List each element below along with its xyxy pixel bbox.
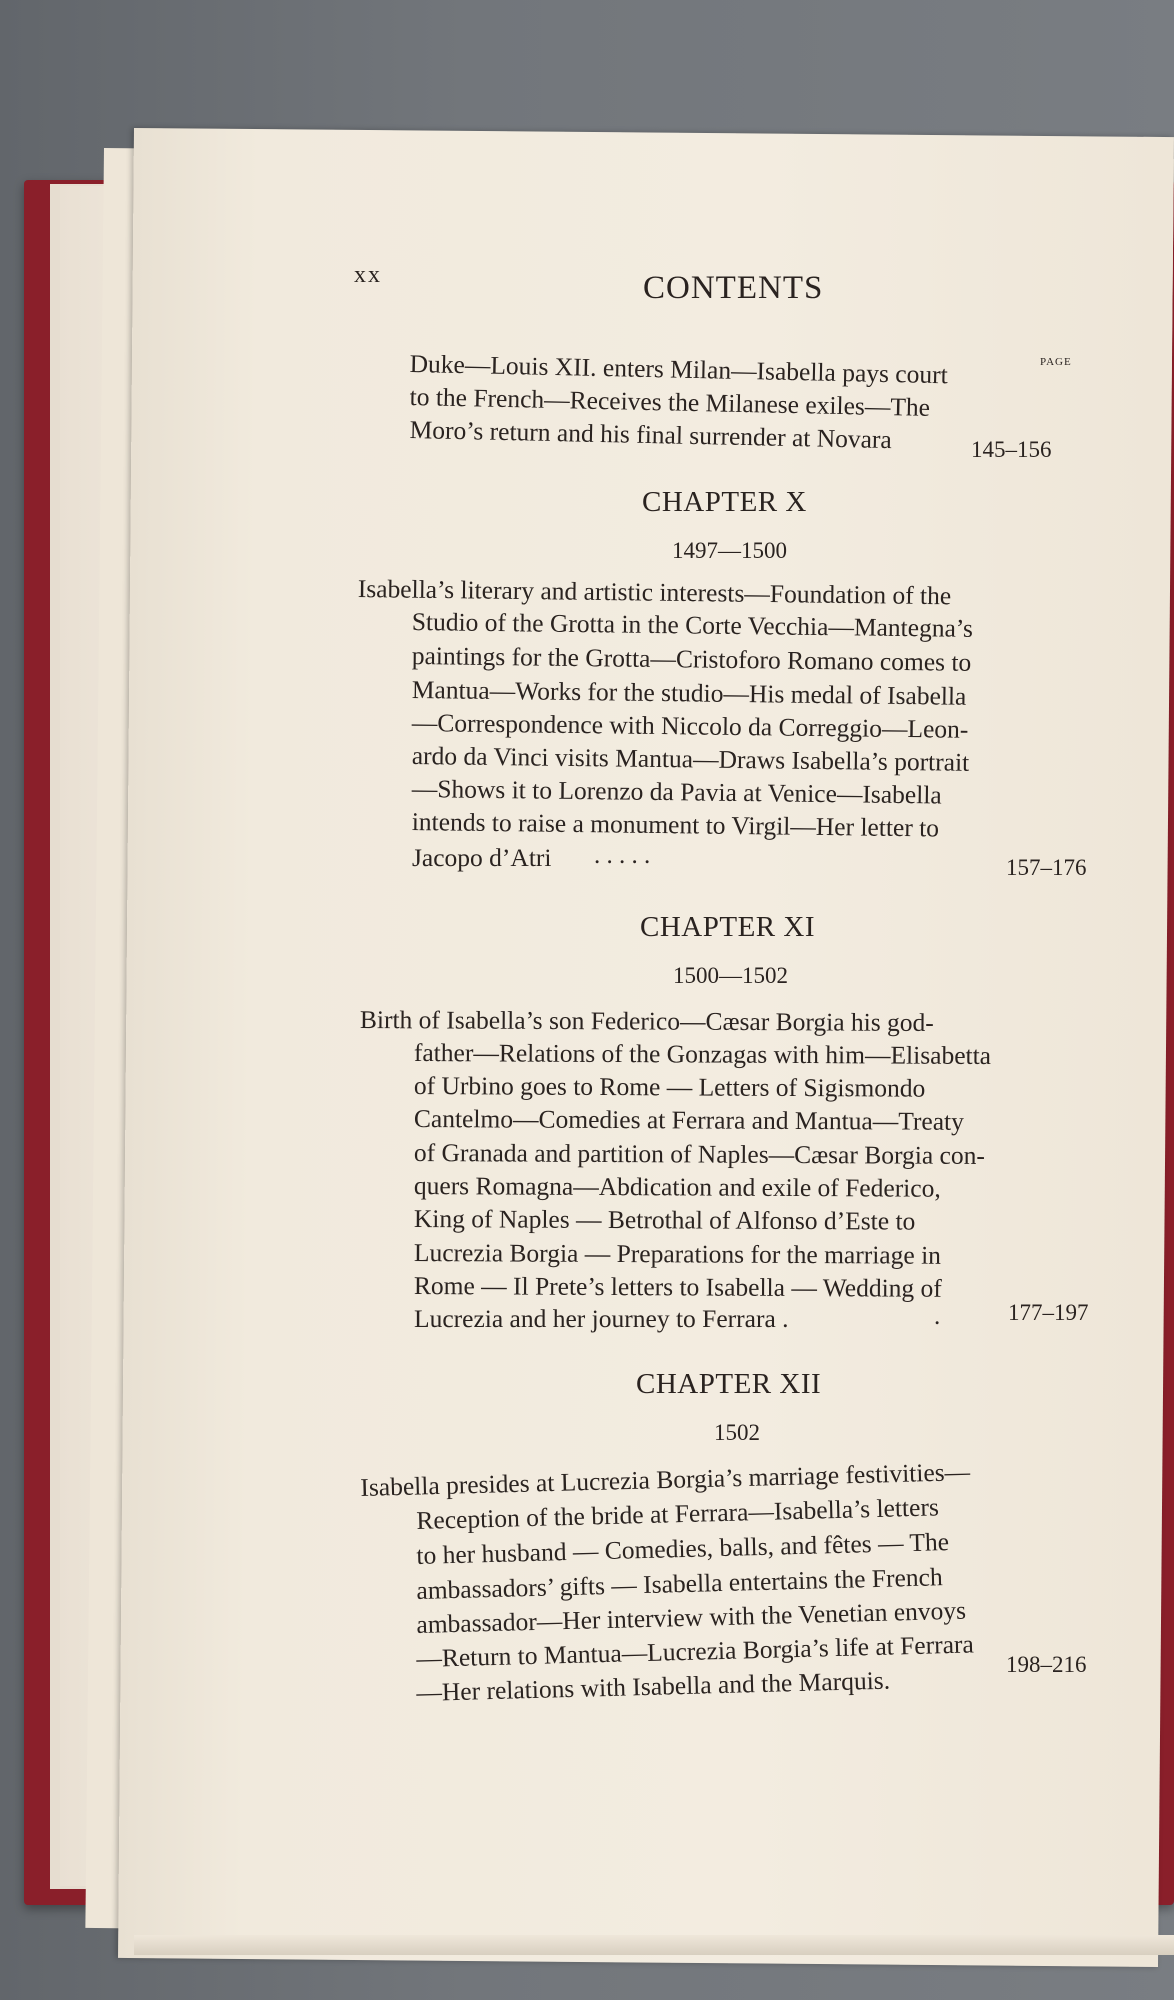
chapter-summary-line: Mantua—Works for the studio—His medal of Isabella xyxy=(411,674,967,711)
chapter-pages: 177–197 xyxy=(1008,1300,1089,1325)
chapter-summary-line: Birth of Isabella’s son Federico—Cæsar Borgia his god- xyxy=(359,1005,934,1038)
page-title: CONTENTS xyxy=(643,270,824,306)
chapter-summary-line: intends to raise a monument to Virgil—Her letter to xyxy=(411,806,940,843)
chapter-summary-line: Reception of the bride at Ferrara—Isabella’s letters xyxy=(416,1492,940,1535)
chapter-summary-line: of Granada and partition of Naples—Cæsar Borgia con- xyxy=(413,1138,985,1170)
chapter-summary-line: paintings for the Grotta—Cristoforo Romano comes to xyxy=(411,640,972,677)
chapter-years: 1502 xyxy=(714,1420,760,1445)
chapter-summary-line: to her husband — Comedies, balls, and fêtes — The xyxy=(416,1527,950,1570)
chapter-pages: 157–176 xyxy=(1006,855,1087,880)
chapter-years: 1500—1502 xyxy=(673,963,788,988)
leader-dots: . xyxy=(934,1303,941,1330)
chapter-summary-line: —Shows it to Lorenzo da Pavia at Venice—Isabella xyxy=(411,773,942,810)
intro-line: Duke—Louis XII. enters Milan—Isabella pays court xyxy=(409,348,949,390)
chapter-summary-line: Lucrezia and her journey to Ferrara . xyxy=(414,1304,789,1333)
chapter-summary-line: Cantelmo—Comedies at Ferrara and Mantua—Treaty xyxy=(413,1104,965,1136)
chapter-summary-line: King of Naples — Betrothal of Alfonso d’Este to xyxy=(413,1204,916,1236)
chapter-heading: CHAPTER XII xyxy=(636,1368,822,1400)
page-column-label: PAGE xyxy=(1040,356,1072,368)
chapter-summary-line: Lucrezia Borgia — Preparations for the marriage in xyxy=(413,1238,942,1270)
chapter-summary-line: of Urbino goes to Rome — Letters of Sigismondo xyxy=(413,1071,926,1103)
page-bottom-edge xyxy=(134,1935,1174,1955)
chapter-summary-line: ardo da Vinci visits Mantua—Draws Isabella’s portrait xyxy=(411,740,970,777)
chapter-summary-line: —Correspondence with Niccolo da Correggio—Leon- xyxy=(411,707,969,744)
intro-pages: 145–156 xyxy=(971,437,1052,462)
chapter-summary-line: Rome — Il Prete’s letters to Isabella — Wedding of xyxy=(413,1271,942,1303)
chapter-heading: CHAPTER X xyxy=(642,486,807,518)
leader-dots: . . . . . xyxy=(594,842,651,869)
chapter-summary-line: Isabella presides at Lucrezia Borgia’s marriage festivities— xyxy=(360,1457,971,1502)
chapter-summary-line: ambassadors’ gifts — Isabella entertains the French xyxy=(416,1562,943,1605)
chapter-heading: CHAPTER XI xyxy=(640,911,815,943)
chapter-summary-line: quers Romagna—Abdication and exile of Federico, xyxy=(413,1171,941,1203)
chapter-summary-line: Studio of the Grotta in the Corte Vecchia—Mantegna’s xyxy=(411,606,974,643)
chapter-summary-line: ambassador—Her interview with the Venetian envoys xyxy=(416,1595,967,1639)
chapter-pages: 198–216 xyxy=(1006,1652,1087,1677)
intro-line: Moro’s return and his final surrender at Novara xyxy=(409,414,893,455)
chapter-years: 1497—1500 xyxy=(672,538,787,563)
chapter-summary-line: —Return to Mantua—Lucrezia Borgia’s life at Ferrara xyxy=(416,1629,975,1673)
chapter-summary-line: Jacopo d’Atri xyxy=(412,843,552,872)
chapter-summary-line: father—Relations of the Gonzagas with him—Elisabetta xyxy=(413,1038,992,1071)
chapter-summary-line: —Her relations with Isabella and the Marquis. xyxy=(416,1665,891,1707)
intro-line: to the French—Receives the Milanese exiles—The xyxy=(409,381,931,422)
chapter-summary-line: Isabella’s literary and artistic interests—Foundation of the xyxy=(357,573,952,611)
page-folio: xx xyxy=(354,262,382,288)
